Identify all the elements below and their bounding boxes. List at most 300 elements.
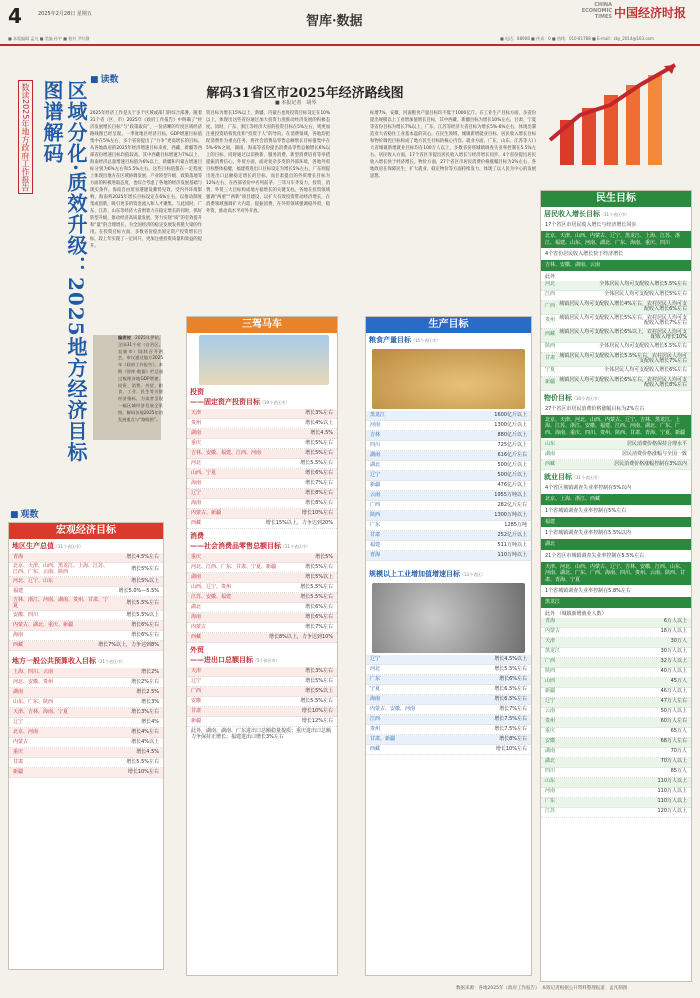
price-group1-list: 北京、天津、河北、山西、内蒙古、辽宁、吉林、黑龙江、上海、江苏、浙江、安徽、福建、江西、河南、湖北、广东、广西、海南、重庆、四川、贵州、陕西、甘肃、青海、宁夏、新疆 xyxy=(541,415,691,439)
row-region: 广西 xyxy=(545,658,556,665)
row-region: 辽宁 xyxy=(545,698,556,705)
row-region: 内蒙古、安徽、河南 xyxy=(370,705,416,712)
consume-note: （21个省区市） xyxy=(281,544,311,549)
invest-note: （19个省区市） xyxy=(260,400,290,405)
article-headline: 解码31省区市2025年经济路线图 xyxy=(206,86,404,101)
row-target: 增长7%以上，力争达到8% xyxy=(98,641,159,648)
trade-extra-note: 此外，湖南、湖南、广东进出口总额稳量提质；重庆进出口总额力争保持正增长；福建进出口增长3%左右 xyxy=(191,728,332,740)
row-target: 增长4% xyxy=(141,718,159,725)
article-col-1: 2025年经济工作是关于多个区域或部门的综合部署。随着31个省（区、市）2025年《政府工作报告》中明确了“经济发展增长目标”与“政策取向”，一份清晰的年度区域经济路线图已经呈现。一季度地区经济目标，GDP增速目标值集中在5%左右，多个省份提出了“力争”更高增长的目标。从各地政府的2025年经济增速目标来看，西藏、新疆等西部省份增速目标均值较高，其中西藏目标增速为7%以上，海南经济总量增速目标值为6%以上，新疆和内蒙古增速目标分别为6%左右和5.5%左右。这些目标值都在一定程度上体现出地方在区域协调发展、产业转型升级、政策落地等方面的积极进取态度，也综合考虑了各地的经济发展基础与现实条件。海南自由贸易港建设蓄势见效，受内外环境影响，海南将2025年增长目标设定在6%左右，以推动制度集成创新，吸引更多的资金流入和人才聚集。与此同时，广东、江苏、山东等经济大省则着力在稳定增长的同时，抓好转型升级，推动经济高质量发展，努力实现“质”的有效提升和“量”的合理增长，为全国经济的稳定发展发挥挑大梁的作用。在投资目标方面，多数省份提出固定资产投资增长目标，较上年实现了一定回升，更加注重投资质量和效益的提升。 xyxy=(90,111,202,249)
row-target: 城镇居民人均可支配收入增长6%以上，农村居民人均可支配收入增长10% xyxy=(559,328,687,340)
row-region: 山西、宁夏 xyxy=(191,469,217,476)
logo-english: CHINA ECONOMIC TIMES xyxy=(581,2,612,20)
row-region: 海南 xyxy=(191,499,202,506)
row-target: 85万人 xyxy=(670,768,687,775)
row-target: 居民消费价格涨幅控制在3%以内 xyxy=(614,460,687,467)
row-target: 增长7.5%左右 xyxy=(494,715,527,722)
row-target: 增长4.5% xyxy=(310,429,333,436)
row-region: 湖南 xyxy=(370,451,381,458)
row-target: 城镇居民人均可支配收入增长6%左右，农村居民人均可支配收入增长8%左右 xyxy=(559,376,687,388)
row-region: 广东 xyxy=(370,521,381,528)
budget-title: 地方一般公共预算收入目标 xyxy=(12,657,96,665)
row-target: 1300万吨以上 xyxy=(494,511,527,518)
consume-heading xyxy=(187,529,337,553)
editor-note-label: 编者按 xyxy=(118,335,131,340)
table-row xyxy=(541,440,691,450)
invest-title: ——固定资产投资目标 xyxy=(190,398,260,406)
table-row xyxy=(9,768,163,778)
page-number: 4 xyxy=(8,4,22,28)
table-row xyxy=(541,788,691,798)
row-region: 河北 xyxy=(370,665,381,672)
article-col-3: 标增7%，安徽、河南粮食产量目标均不低于1000亿斤。在工业生产目标方面，多省份提出规模以上工业增加值增长目标，其中西藏、新疆目标为增长10%左右，甘肃、宁夏等省份目标为增长7%以上，广东、江苏等经济大省目标为增长5%-6%左右，体现出制造业大省稳住工业基本盘的决心。在民生领域，城镇新增就业目标、居民收入增长目标和物价调控目标构成了地方民生目标的核心内容。就业方面，广东、山东、江苏等人口大省城镇新增就业目标均在100万人以上，多数省份将城镇调查失业率控制在5.5%左右。居民收入方面，17个省区市提出居民收入增长与经济增长同步，4个省份提出居民收入增长快于经济增长。物价方面，27个省区市居民消费价格涨幅目标为2%左右，各地政府在保障民生、扩大就业、稳定物价等方面持续发力，体现了以人民为中心的发展思想。 xyxy=(370,111,536,179)
row-region: 天津 xyxy=(545,638,556,645)
row-target: 增长6%左右 xyxy=(131,631,159,638)
editor-note-body: 2025年伊始，全国31个省（自治区、直辖市）陆续召开两会，审议通过地方2025年《政府工作报告》。本期《智库·数据》栏目通过梳理各地GDP增速、投资、消费、外贸、粮食、工业、民生等关键经济指标，为读者呈现一幅区域经济发展全景图，解码各地2025年的发展重点与“路线图”。 xyxy=(118,335,163,422)
price-table xyxy=(541,440,691,470)
trade-tag: 外贸 xyxy=(190,646,204,654)
row-target: 增长10%左右 xyxy=(127,768,159,775)
row-region: 辽宁 xyxy=(13,718,24,725)
row-target: 增长6.5%左右 xyxy=(494,685,527,692)
table-row xyxy=(187,519,337,529)
row-region: 重庆 xyxy=(191,553,202,560)
row-target: 全体居民人均可支配收入增长5.5%左右 xyxy=(599,281,687,288)
row-region: 河南 xyxy=(370,421,381,428)
livelihood-panel-title: 民生目标 xyxy=(541,191,691,207)
row-region: 新疆 xyxy=(191,717,202,724)
row-region: 山东 xyxy=(545,778,556,785)
table-row xyxy=(366,655,531,665)
invest-heading xyxy=(187,385,337,409)
jobs-table xyxy=(541,618,691,818)
industry-note: （13个省区） xyxy=(460,572,486,577)
row-region: 江苏 xyxy=(545,808,556,815)
logo-chinese: 中国经济时报 xyxy=(614,6,687,20)
row-region: 新疆 xyxy=(545,379,556,386)
grain-table xyxy=(366,411,531,561)
row-target: 1300亿斤以上 xyxy=(494,421,527,428)
row-region: 内蒙古 xyxy=(13,738,29,745)
row-region: 西藏 xyxy=(191,519,202,526)
row-region: 甘肃、新疆 xyxy=(370,735,396,742)
troika-panel-title: 三驾马车 xyxy=(187,317,337,333)
row-region: 西藏 xyxy=(13,641,24,648)
row-region: 西藏 xyxy=(545,331,556,338)
row-target: 110万吨以上 xyxy=(497,551,527,558)
table-row xyxy=(541,758,691,768)
price-group1-title: 27个省区市居民消费价格涨幅目标为2%左右 xyxy=(545,405,645,412)
row-region: 河北 xyxy=(545,281,556,288)
trade-note: （5个省区市） xyxy=(253,658,280,663)
table-row xyxy=(541,343,691,353)
row-region: 四川 xyxy=(370,441,381,448)
row-target: 增长8%左右 xyxy=(499,735,527,742)
row-region: 内蒙古、新疆 xyxy=(191,509,222,516)
table-row xyxy=(9,688,163,698)
consume-tag: 消费 xyxy=(190,532,204,540)
row-target: 1955万吨以上 xyxy=(494,491,527,498)
row-target: 增长7%左右 xyxy=(499,705,527,712)
table-row xyxy=(541,718,691,728)
row-target: 增长2.5% xyxy=(136,688,159,695)
table-row xyxy=(187,633,337,643)
row-target: 增长4.5% xyxy=(136,748,159,755)
table-row xyxy=(187,499,337,509)
jobs-group1-list: 北京、上海、浙江、西藏 xyxy=(541,494,691,505)
row-region: 陕西 xyxy=(545,343,556,350)
table-row xyxy=(366,481,531,491)
row-target: 增长8%左右 xyxy=(305,499,333,506)
row-region: 贵州 xyxy=(545,718,556,725)
article-byline: ■ 本报记者 胡琴 xyxy=(275,100,317,106)
row-target: 城镇居民人均可支配收入增长5.5%左右，农村居民人均可支配收入增长7%左右 xyxy=(559,352,687,364)
income-title: 居民收入增长目标 xyxy=(544,210,600,218)
row-target: 增长6%左右 xyxy=(305,469,333,476)
jobs-group4-list: 天津、河北、山西、内蒙古、辽宁、吉林、安徽、江西、山东、河南、湖北、广东、广西、海南、四川、贵州、云南、陕西、甘肃、青海、宁夏 xyxy=(541,562,691,586)
row-target: 增长5%左右 xyxy=(131,565,159,572)
table-row xyxy=(541,628,691,638)
row-region: 河北 xyxy=(191,459,202,466)
jobs-group3-title: 1个省城镇调查失业率控制在5.5%以内 xyxy=(545,530,631,536)
row-region: 甘肃 xyxy=(370,531,381,538)
table-row xyxy=(541,678,691,688)
table-row xyxy=(541,367,691,377)
view-tag: ■ 观数 xyxy=(10,507,39,520)
row-region: 内蒙古 xyxy=(191,623,207,630)
table-row xyxy=(541,798,691,808)
price-note: （30个省区市） xyxy=(572,395,602,401)
row-region: 江苏、安徽、福建 xyxy=(191,593,232,600)
invest-tag: 投资 xyxy=(190,388,204,396)
table-row xyxy=(366,541,531,551)
row-region: 北京、天津、山西、黑龙江、上海、江苏、江西、广东、云南、陕西 xyxy=(13,563,109,575)
table-row xyxy=(366,745,531,755)
row-region: 安徽 xyxy=(545,738,556,745)
row-target: 110万人以上 xyxy=(657,788,687,795)
row-target: 32万人以上 xyxy=(660,658,687,665)
row-region: 黑龙江 xyxy=(545,648,561,655)
table-row xyxy=(366,451,531,461)
table-row xyxy=(541,698,691,708)
consume-table xyxy=(187,553,337,643)
grain-title: 粮食产量目标 xyxy=(369,336,411,344)
row-target: 增长5.0%—5.5% xyxy=(118,587,159,594)
row-region: 海南 xyxy=(13,631,24,638)
row-region: 陕西 xyxy=(545,668,556,675)
row-target: 282亿斤左右 xyxy=(497,501,527,508)
section-name: 智库·数据 xyxy=(306,14,363,29)
row-target: 全体居民人均可支配收入增长5.5%左右 xyxy=(599,343,687,350)
jobs-group5-title: 1个省城镇调查失业率控制在5.8%左右 xyxy=(545,588,631,594)
table-row xyxy=(187,687,337,697)
row-target: 居民消费价格涨幅与全国一致 xyxy=(621,450,687,457)
edit-line-right: ■ 电话：88908 ■ 传真：0 ■ 热线：010-81788 ■ E-mail：zky_2014@163.com xyxy=(500,36,654,41)
main-title: 区域分化·质效升级：2025地方经济目标图谱解码 xyxy=(40,80,88,463)
row-target: 68万人左右 xyxy=(660,738,687,745)
grain-note: （15个省区市） xyxy=(411,338,441,343)
table-row xyxy=(541,808,691,818)
table-row xyxy=(187,623,337,633)
table-row xyxy=(9,641,163,651)
table-row xyxy=(366,491,531,501)
table-row xyxy=(9,738,163,748)
table-row xyxy=(541,738,691,748)
row-region: 西藏 xyxy=(370,745,381,752)
table-row xyxy=(541,329,691,343)
row-target: 增长5.5%左右 xyxy=(126,599,159,606)
row-region: 河北、江西、广东、甘肃、宁夏、新疆 xyxy=(191,563,277,570)
row-target: 增长15%以上，力争达到20% xyxy=(265,519,333,526)
table-row xyxy=(187,509,337,519)
table-row xyxy=(366,441,531,451)
table-row xyxy=(541,748,691,758)
row-target: 增长5%左右 xyxy=(305,677,333,684)
row-region: 江西 xyxy=(545,291,556,298)
row-region: 河南 xyxy=(545,788,556,795)
row-target: 476亿斤以上 xyxy=(497,481,527,488)
troika-panel xyxy=(186,316,338,976)
gdp-note: （31个省区市） xyxy=(54,544,84,549)
row-target: 增长6%左右 xyxy=(131,621,159,628)
row-region: 天津 xyxy=(191,409,202,416)
table-row xyxy=(9,563,163,577)
table-row xyxy=(366,695,531,705)
table-row xyxy=(187,429,337,439)
table-row xyxy=(187,583,337,593)
table-row xyxy=(366,411,531,421)
row-region: 广西 xyxy=(370,501,381,508)
row-target: 40万人以上 xyxy=(660,668,687,675)
row-region: 甘肃 xyxy=(191,707,202,714)
table-row xyxy=(366,431,531,441)
row-target: 增长8%以上，力争达到10% xyxy=(268,633,333,640)
table-row xyxy=(541,618,691,628)
table-row xyxy=(366,521,531,531)
table-row xyxy=(187,563,337,573)
row-target: 增长5.5%左右 xyxy=(494,665,527,672)
table-row xyxy=(187,449,337,459)
row-target: 增长3%左右 xyxy=(131,708,159,715)
row-region: 重庆 xyxy=(13,748,24,755)
jobs-group5-list: 黑龙江 xyxy=(541,597,691,608)
row-region: 广西 xyxy=(191,687,202,694)
row-target: 110万人以上 xyxy=(657,798,687,805)
table-row xyxy=(9,553,163,563)
table-row xyxy=(9,611,163,621)
row-target: 47万人左右 xyxy=(660,698,687,705)
row-region: 江西 xyxy=(370,715,381,722)
row-target: 511万吨以上 xyxy=(497,541,527,548)
row-target: 65万人 xyxy=(670,728,687,735)
income-group2-title: 4个省份居民收入增长快于经济增长 xyxy=(545,251,624,257)
row-region: 宁夏 xyxy=(370,685,381,692)
price-heading xyxy=(541,391,691,405)
row-target: 增长7.5%左右 xyxy=(494,725,527,732)
row-target: 6万人以上 xyxy=(663,618,687,625)
income-table xyxy=(541,281,691,391)
table-row xyxy=(541,708,691,718)
jobs-group1-title: 4个省区城镇调查失业率控制在5%以内 xyxy=(545,485,632,491)
row-target: 增长5.5%左右 xyxy=(300,697,333,704)
row-region: 黑龙江 xyxy=(370,411,386,418)
table-row xyxy=(187,707,337,717)
row-target: 增长3% xyxy=(141,698,159,705)
row-region: 内蒙古、湖北、重庆、新疆 xyxy=(13,621,74,628)
budget-note: （21个省区市） xyxy=(96,659,126,664)
table-row xyxy=(187,409,337,419)
row-target: 增长4.5%左右 xyxy=(126,553,159,560)
jobs-title: 就业目标 xyxy=(544,473,572,481)
row-target: 增长5%左右 xyxy=(305,563,333,570)
table-row xyxy=(366,715,531,725)
table-row xyxy=(9,678,163,688)
row-region: 新疆 xyxy=(13,768,24,775)
row-region: 重庆 xyxy=(545,728,556,735)
table-row xyxy=(366,511,531,521)
row-region: 湖北 xyxy=(191,603,202,610)
price-title: 物价目标 xyxy=(544,393,572,402)
row-region: 天津 xyxy=(191,667,202,674)
issue-date: 2025年2月28日 星期五 xyxy=(38,11,92,17)
row-region: 吉林 xyxy=(370,431,381,438)
row-target: 18万人以上 xyxy=(660,628,687,635)
row-target: 30万人 xyxy=(670,638,687,645)
row-target: 增长5.5%左右 xyxy=(300,459,333,466)
row-region: 湖南 xyxy=(191,429,202,436)
table-row xyxy=(9,748,163,758)
macro-panel xyxy=(8,522,164,970)
row-region: 福建 xyxy=(13,587,24,594)
table-row xyxy=(366,551,531,561)
table-row xyxy=(187,603,337,613)
row-target: 增长5%左右 xyxy=(305,449,333,456)
row-target: 增长4%左右 xyxy=(131,728,159,735)
budget-table xyxy=(9,668,163,778)
gears-image xyxy=(372,583,525,653)
row-region: 青海 xyxy=(13,553,24,560)
row-target: 增长8%左右 xyxy=(305,489,333,496)
row-region: 吉林、浙江、河南、湖南、贵州、甘肃、宁夏 xyxy=(13,597,109,609)
jobs-group2-list: 福建 xyxy=(541,517,691,528)
row-target: 增长3%左右 xyxy=(305,409,333,416)
table-row xyxy=(187,479,337,489)
row-target: 增长5%左右 xyxy=(305,439,333,446)
grain-image xyxy=(372,349,525,409)
row-region: 四川 xyxy=(545,768,556,775)
row-region: 河北、辽宁、山东 xyxy=(13,577,54,584)
table-row xyxy=(187,697,337,707)
row-target: 60万人左右 xyxy=(660,718,687,725)
table-row xyxy=(541,648,691,658)
row-target: 增长7%左右 xyxy=(305,623,333,630)
trade-table xyxy=(187,667,337,727)
row-region: 辽宁 xyxy=(370,471,381,478)
row-region: 广东 xyxy=(370,675,381,682)
table-row xyxy=(541,638,691,648)
row-target: 增长5%以上 xyxy=(305,687,333,694)
row-region: 海南 xyxy=(191,613,202,620)
table-row xyxy=(541,688,691,698)
row-region: 重庆 xyxy=(191,439,202,446)
row-target: 增长7%左右 xyxy=(305,479,333,486)
row-target: 725亿斤以上 xyxy=(497,441,527,448)
jobs-heading xyxy=(541,470,691,484)
editor-note-text xyxy=(118,335,163,445)
macro-panel-title: 宏观经济目标 xyxy=(9,523,163,539)
article-col-2: 资目标为增长15%以上，新疆、内蒙古也将投资目标设定在10%以上，体现出这些省份通过加大投资力度推动经济发展的积极态度。同时，广东、浙江等经济大省的投资目标在5%左右，则更加注重投资结构优化和“投资于人”的导向。在消费领域，各地均把促消费作为重点任务，将社会消费品零售总额增长目标值集中在5%-6%之间，湖南、海南等省份提出消费品零售总额增长6%以上的目标，同时通过以旧换新、服务消费、新型消费培育等举措提振消费信心。外贸方面，面对复杂多变的外部环境，各地外贸目标整体稳健，福建将进出口目标设定为增长5%左右，广东则提出进出口总额稳定增长的目标，而甘肃提出的外贸增长目标为12%左右，在西部省份中名列前茅。三驾马车齐发力，投资、消费、外贸三大目标构成地方稳增长的关键支柱。各地在投资领域强调“两重”“两新”项目建设，以扩大有效投资带动经济增长，在消费领域强调扩大内需、提振消费，在外贸领域强调稳外贸、稳外资，推动高水平对外开放。 xyxy=(206,111,330,214)
jobs-other-label xyxy=(541,610,691,618)
row-target: 70万人以上 xyxy=(660,758,687,765)
row-region: 陕西 xyxy=(370,511,381,518)
industry-title: 规模以上工业增加值增速目标 xyxy=(369,570,460,578)
row-region: 山西 xyxy=(545,678,556,685)
row-region: 北京、河南 xyxy=(13,728,39,735)
jobs-note: （31个省区市） xyxy=(572,475,602,480)
table-row xyxy=(187,489,337,499)
table-row xyxy=(541,315,691,329)
row-region: 海南 xyxy=(370,695,381,702)
gdp-heading xyxy=(9,539,163,553)
row-target: 城镇居民人均可支配收入增长5%左右，农村居民人均可支配收入增长7%左右 xyxy=(559,314,687,326)
edit-line-left: ■ 本版编辑 孟凡 ■ 美编 孙宇 ■ 校对 尹红静 xyxy=(8,36,90,41)
table-row xyxy=(9,577,163,587)
row-region: 新疆 xyxy=(370,481,381,488)
row-target: 增长4.5%以上 xyxy=(494,655,527,662)
row-target: 增长10%左右 xyxy=(301,509,333,516)
row-target: 1285万吨 xyxy=(504,521,527,528)
production-panel xyxy=(365,316,532,976)
row-region: 福建 xyxy=(370,541,381,548)
table-row xyxy=(541,450,691,460)
row-region: 湖北 xyxy=(370,461,381,468)
row-target: 1600亿斤以上 xyxy=(494,411,527,418)
row-region: 上海、四川、云南 xyxy=(13,668,54,675)
row-target: 增长3%左右 xyxy=(305,667,333,674)
table-row xyxy=(366,725,531,735)
row-target: 增长4%以上 xyxy=(305,419,333,426)
row-region: 山东 xyxy=(545,440,556,447)
row-region: 吉林、安徽、福建、江西、河南 xyxy=(191,449,262,456)
row-region: 甘肃 xyxy=(13,758,24,765)
table-row xyxy=(9,621,163,631)
row-region: 西藏 xyxy=(191,633,202,640)
row-target: 全体居民人均可支配收入增长5%左右 xyxy=(604,291,687,298)
row-region: 青海 xyxy=(545,618,556,625)
table-row xyxy=(541,301,691,315)
table-row xyxy=(541,768,691,778)
row-target: 增长6%左右 xyxy=(305,603,333,610)
row-region: 湖南 xyxy=(13,688,24,695)
page-header xyxy=(0,0,700,46)
row-target: 增长10%左右 xyxy=(495,745,527,752)
row-region: 湖南 xyxy=(545,450,556,457)
table-row xyxy=(9,587,163,597)
row-target: 110万人以上 xyxy=(657,778,687,785)
row-target: 增长5.5%左右 xyxy=(300,583,333,590)
income-note: （31个省区市） xyxy=(600,212,630,217)
row-region: 海南 xyxy=(191,479,202,486)
table-row xyxy=(366,705,531,715)
row-region: 贵州 xyxy=(545,317,556,324)
row-region: 河北、安徽、贵州 xyxy=(13,678,54,685)
row-target: 增长2%左右 xyxy=(131,678,159,685)
table-row xyxy=(366,665,531,675)
table-row xyxy=(366,461,531,471)
table-row xyxy=(366,531,531,541)
row-target: 居民消费价格保持合理水平 xyxy=(626,440,687,447)
growth-chart-illustration xyxy=(540,60,690,170)
